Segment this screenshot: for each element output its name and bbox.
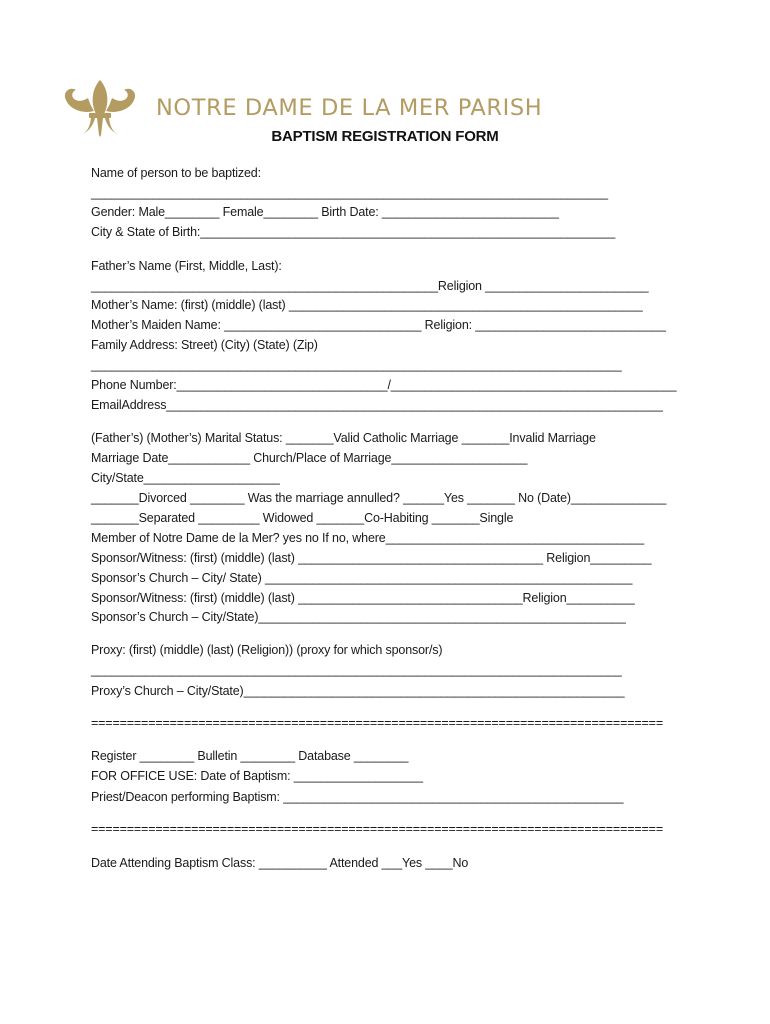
sponsor-1-line[interactable]: Sponsor/Witness: (first) (middle) (last) ____________________________________ Religion_________ bbox=[91, 551, 652, 565]
office-use-date-line[interactable]: FOR OFFICE USE: Date of Baptism: ___________________ bbox=[91, 769, 423, 783]
phone-number-line[interactable]: Phone Number:_______________________________/__________________________________________ bbox=[91, 378, 677, 392]
proxy-label: Proxy: (first) (middle) (last) (Religion)) (proxy for which sponsor/s) bbox=[91, 643, 443, 657]
city-state-birth-line[interactable]: City & State of Birth:_____________________________________________________________ bbox=[91, 225, 616, 239]
family-address-label: Family Address: Street) (City) (State) (Zip) bbox=[91, 338, 318, 352]
proxy-church-line[interactable]: Proxy’s Church – City/State)________________________________________________________ bbox=[91, 684, 625, 698]
name-to-baptize-field[interactable]: ____________________________________________________________________________ bbox=[91, 186, 608, 200]
section-divider: ================================================================================ bbox=[91, 716, 663, 730]
form-title: BAPTISM REGISTRATION FORM bbox=[271, 128, 499, 145]
baptism-class-line[interactable]: Date Attending Baptism Class: __________ Attended ___Yes ____No bbox=[91, 856, 469, 870]
marital-status-line[interactable]: (Father’s) (Mother’s) Marital Status: _______Valid Catholic Marriage _______Invalid Marriage bbox=[91, 431, 596, 445]
mothers-name-line[interactable]: Mother’s Name: (first) (middle) (last) ____________________________________________________ bbox=[91, 298, 643, 312]
email-address-line[interactable]: EmailAddress_________________________________________________________________________ bbox=[91, 398, 663, 412]
fathers-name-religion-line[interactable]: ___________________________________________________Religion ________________________ bbox=[91, 279, 649, 293]
parish-name: NOTRE DAME DE LA MER PARISH bbox=[156, 95, 543, 121]
sponsor-1-church-line[interactable]: Sponsor’s Church – City/ State) ______________________________________________________ bbox=[91, 571, 633, 585]
sponsor-2-line[interactable]: Sponsor/Witness: (first) (middle) (last) _________________________________Religion__________ bbox=[91, 591, 635, 605]
marriage-city-state-line[interactable]: City/State____________________ bbox=[91, 471, 280, 485]
separated-widowed-line[interactable]: _______Separated _________ Widowed _______Co-Habiting _______Single bbox=[91, 511, 514, 525]
priest-deacon-line[interactable]: Priest/Deacon performing Baptism: __________________________________________________ bbox=[91, 790, 624, 804]
register-bulletin-database-line[interactable]: Register ________ Bulletin ________ Database ________ bbox=[91, 749, 409, 763]
sponsor-2-church-line[interactable]: Sponsor’s Church – City/State)______________________________________________________ bbox=[91, 610, 626, 624]
name-to-baptize-label: Name of person to be baptized: bbox=[91, 166, 261, 180]
gender-birth-date-line[interactable]: Gender: Male________ Female________ Birth Date: __________________________ bbox=[91, 205, 559, 219]
divorced-annulled-line[interactable]: _______Divorced ________ Was the marriage annulled? ______Yes _______ No (Date)______________ bbox=[91, 491, 667, 505]
family-address-field[interactable]: ______________________________________________________________________________ bbox=[91, 358, 622, 372]
member-parish-line[interactable]: Member of Notre Dame de la Mer? yes no If no, where______________________________________ bbox=[91, 531, 645, 545]
marriage-date-line[interactable]: Marriage Date____________ Church/Place of Marriage____________________ bbox=[91, 451, 528, 465]
fathers-name-label: Father’s Name (First, Middle, Last): bbox=[91, 259, 282, 273]
mothers-maiden-name-line[interactable]: Mother’s Maiden Name: _____________________________ Religion: ____________________________ bbox=[91, 318, 666, 332]
section-divider: ================================================================================ bbox=[91, 822, 663, 836]
proxy-field[interactable]: ______________________________________________________________________________ bbox=[91, 663, 622, 677]
